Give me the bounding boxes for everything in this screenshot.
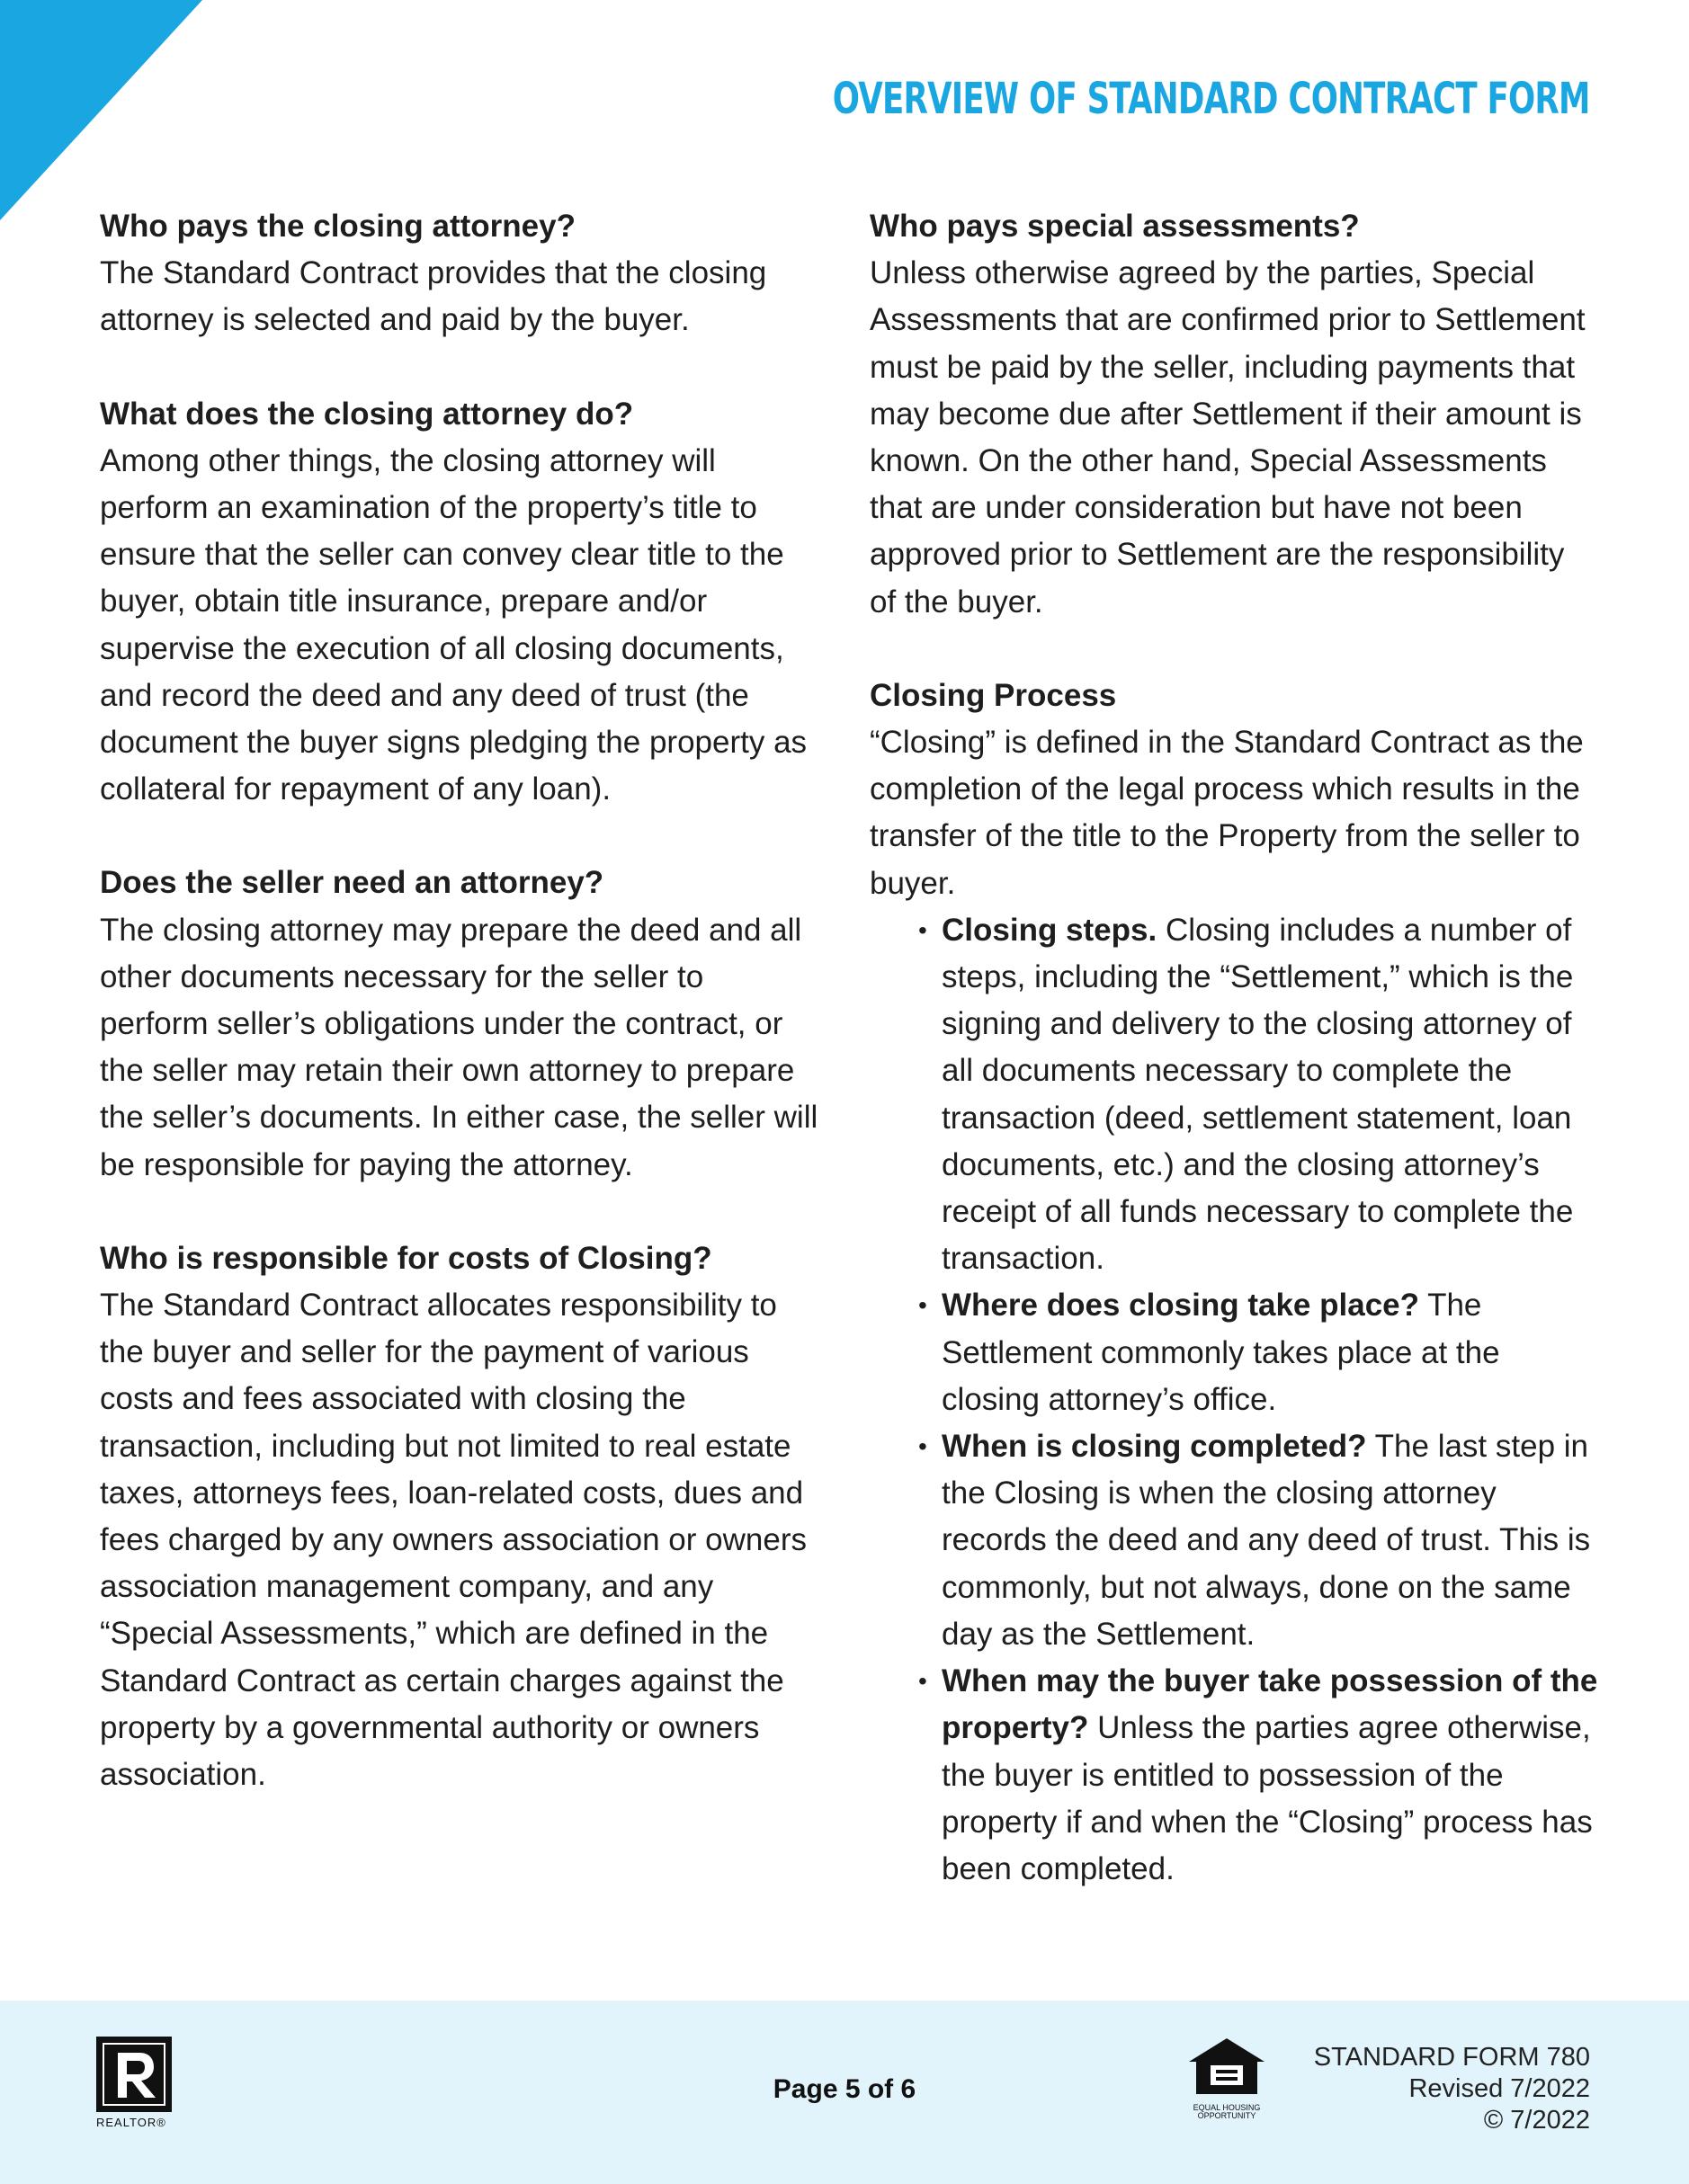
form-revised: Revised 7/2022	[1408, 2074, 1590, 2103]
bullet-closing-completed	[942, 1423, 1598, 1658]
form-info	[1314, 2042, 1590, 2136]
bullet-term: Where does closing take place?	[942, 1288, 1419, 1324]
bullet-term: When may the buyer take possession of the property?	[942, 1663, 1598, 1746]
section-body: “Closing” is defined in the Standard Contract as the completion of the legal process which results in the transfer of the title to the Property from the seller to buyer.	[870, 725, 1584, 901]
equal-housing-logo	[1184, 2035, 1270, 2120]
section-closing-attorney-duties	[100, 391, 819, 814]
section-body: The closing attorney may prepare the deed and all other documents necessary for the seller to perform seller’s obligations under the contract, or the seller may retain their own attorney to prepare the seller’s documents. In either case, the seller will be responsible for paying the attorney.	[100, 912, 818, 1182]
section-closing-attorney-payment	[100, 203, 819, 344]
section-closing-costs	[100, 1235, 819, 1798]
bullet-text: The last step in the Closing is when the closing attorney records the deed and any deed of trust. This is commonly, but not always, done on the same day as the Settlement.	[942, 1429, 1591, 1652]
section-body: The Standard Contract provides that the closing attorney is selected and paid by the buyer.	[100, 255, 767, 338]
bullet-text: Closing includes a number of steps, including the “Settlement,” which is the signing and delivery to the closing attorney of all documents necessary to complete the transaction (deed, settlement statement, loan documents, etc.) and the closing attorney’s receipt of all funds necessary to complete the transaction.	[942, 912, 1574, 1277]
equal-housing-icon	[1184, 2035, 1270, 2098]
bullet-text: Unless the parties agree otherwise, the buyer is entitled to possession of the property if and when the “Closing” process has been completed.	[942, 1710, 1593, 1886]
form-name: STANDARD FORM 780	[1313, 2043, 1590, 2072]
footer	[0, 2001, 1689, 2184]
bullet-possession	[942, 1658, 1598, 1893]
bullet-closing-location	[942, 1282, 1598, 1423]
section-seller-attorney	[100, 860, 819, 1188]
section-heading: Who is responsible for costs of Closing?	[100, 1240, 712, 1276]
section-special-assessments	[870, 203, 1598, 626]
page-number: Page 5 of 6	[773, 2074, 916, 2104]
equal-housing-label: EQUAL HOUSING OPPORTUNITY	[1193, 2103, 1261, 2120]
section-heading: Does the seller need an attorney?	[100, 865, 604, 901]
section-body: Unless otherwise agreed by the parties, Special Assessments that are confirmed prior to Settlement must be paid by the seller, including payments that may become due after Settlement if their amount is known. On the other hand, Special Assessments that are under consideration but have not been approved prior to Settlement are the responsibility of the buyer.	[870, 255, 1586, 620]
closing-bullet-list	[870, 907, 1598, 1893]
section-heading: What does the closing attorney do?	[100, 396, 634, 432]
section-heading: Who pays the closing attorney?	[100, 209, 576, 244]
right-column	[870, 203, 1598, 1939]
form-copyright: © 7/2022	[1483, 2106, 1590, 2135]
bullet-term: Closing steps.	[942, 912, 1157, 948]
left-column	[100, 203, 819, 1845]
section-heading: Closing Process	[870, 677, 1117, 713]
section-body: The Standard Contract allocates responsibility to the buyer and seller for the payment of various costs and fees associated with closing the transaction, including but not limited to real estate taxes, attorneys fees, loan-related costs, dues and fees charged by any owners association or owners association management company, and any “Special Assessments,” which are defined in the Standard Contract as certain charges against the property by a governmental authority or owners association.	[100, 1288, 807, 1793]
bullet-term: When is closing completed?	[942, 1429, 1367, 1465]
bullet-closing-steps	[942, 907, 1598, 1283]
corner-accent	[0, 0, 202, 220]
section-heading: Who pays special assessments?	[870, 209, 1360, 244]
realtor-label: REALTOR®	[96, 2116, 166, 2129]
bullet-text: The Settlement commonly takes place at the closing attorney’s office.	[942, 1288, 1500, 1417]
section-closing-process	[870, 673, 1598, 1893]
section-body: Among other things, the closing attorney will perform an examination of the property’s title to ensure that the seller can convey clear title to the buyer, obtain title insurance, prepare and/or supervise the execution of all closing documents, and record the deed and any deed of trust (the document the buyer signs pledging the property as collateral for repayment of any loan).	[100, 442, 808, 807]
page-title: OVERVIEW OF STANDARD CONTRACT FORM	[833, 74, 1590, 124]
